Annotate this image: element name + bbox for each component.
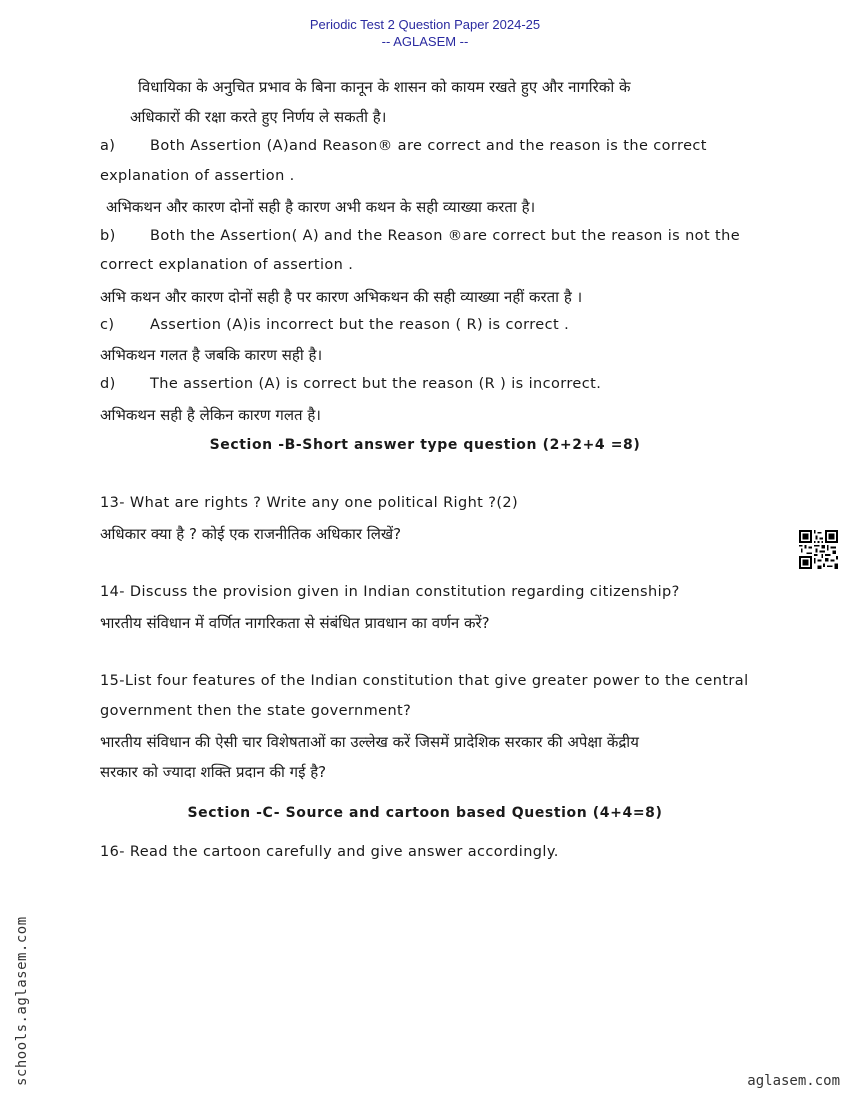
option-a-label: a) — [100, 138, 116, 154]
option-a-hindi: अभिकथन और कारण दोनों सही है कारण अभी कथन के सही व्याख्या करता है। — [106, 198, 536, 216]
question-14: 14- Discuss the provision given in Indian constitution regarding citizenship? — [100, 584, 680, 600]
option-c — [100, 317, 569, 333]
option-c-text: Assertion (A)is incorrect but the reason ( R) is correct . — [150, 317, 570, 333]
section-c-heading: Section -C- Source and cartoon based Question (4+4=8) — [187, 805, 663, 821]
header-brand: -- AGLASEM -- — [381, 34, 469, 49]
option-b-text: Both the Assertion( A) and the Reason ®are correct but the reason is not the — [150, 228, 741, 244]
option-a — [100, 138, 707, 154]
option-d-text: The assertion (A) is correct but the reason (R ) is incorrect. — [150, 376, 602, 392]
option-d — [100, 376, 601, 392]
continued-text-line-2: अधिकारों की रक्षा करते हुए निर्णय ले सकती है। — [130, 108, 387, 126]
question-15-hindi: भारतीय संविधान की ऐसी चार विशेषताओं का उल्लेख करें जिसमें प्रादेशिक सरकार की अपेक्षा केंद्रीय — [100, 733, 639, 751]
option-d-hindi: अभिकथन सही है लेकिन कारण गलत है। — [100, 406, 321, 424]
vertical-watermark: schools.aglasem.com — [14, 916, 30, 1086]
question-13: 13- What are rights ? Write any one political Right ?(2) — [100, 495, 519, 511]
question-15-cont: government then the state government? — [100, 703, 412, 719]
question-13-hindi: अधिकार क्या है ? कोई एक राजनीतिक अधिकार लिखें? — [100, 525, 402, 543]
option-b — [100, 228, 740, 244]
continued-text-line-1: विधायिका के अनुचित प्रभाव के बिना कानून के शासन को कायम रखते हुए और नागरिको के — [138, 78, 631, 96]
option-c-label: c) — [100, 317, 115, 333]
question-16: 16- Read the cartoon carefully and give answer accordingly. — [100, 844, 559, 860]
option-b-hindi: अभि कथन और कारण दोनों सही है पर कारण अभिकथन की सही व्याख्या नहीं करता है । — [100, 288, 583, 306]
option-a-text-cont: explanation of assertion . — [100, 168, 295, 184]
option-b-label: b) — [100, 228, 116, 244]
footer-site-link[interactable]: aglasem.com — [747, 1073, 840, 1089]
option-c-hindi: अभिकथन गलत है जबकि कारण सही है। — [100, 346, 323, 364]
option-d-label: d) — [100, 376, 116, 392]
section-b-heading: Section -B-Short answer type question (2+2+4 =8) — [209, 437, 641, 453]
question-15-hindi-cont: सरकार को ज्यादा शक्ति प्रदान की गई है? — [100, 763, 327, 781]
question-14-hindi: भारतीय संविधान में वर्णित नागरिकता से संबंधित प्रावधान का वर्णन करें? — [100, 614, 490, 632]
option-a-text: Both Assertion (A)and Reason® are correct and the reason is the correct — [150, 138, 707, 154]
qr-code-icon[interactable] — [799, 530, 838, 569]
header-title: Periodic Test 2 Question Paper 2024-25 — [309, 17, 541, 32]
option-b-text-cont: correct explanation of assertion . — [100, 257, 354, 273]
question-15: 15-List four features of the Indian constitution that give greater power to the central — [100, 673, 749, 689]
